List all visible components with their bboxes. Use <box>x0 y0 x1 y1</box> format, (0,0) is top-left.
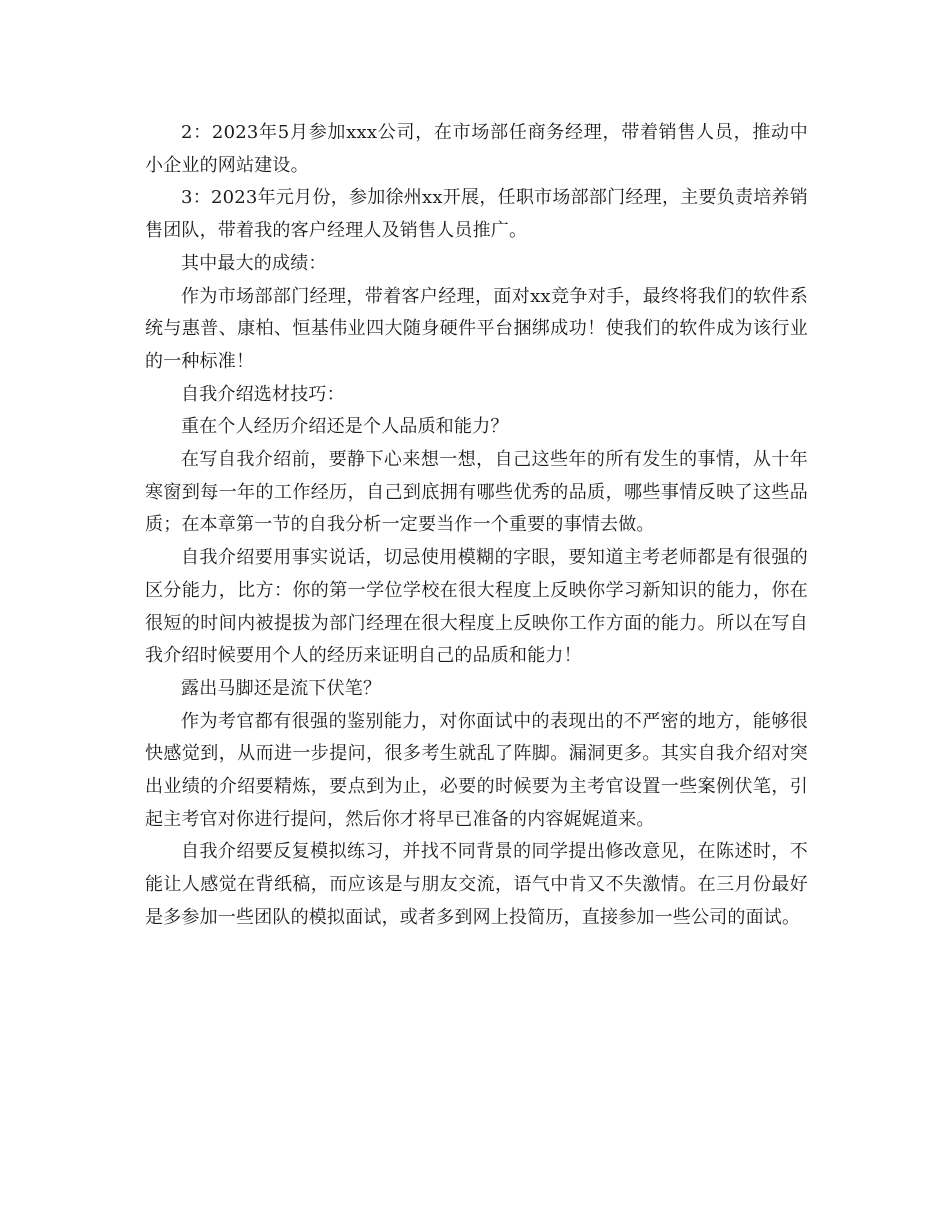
paragraph-work-history-2: 2：2023年5月参加xxx公司，在市场部任商务经理，带着销售人员，推动中小企业的网站建设。 <box>145 122 808 176</box>
paragraph-practice: 自我介绍要反复模拟练习，并找不同背景的同学提出修改意见，在陈述时，不能让人感觉在背纸稿，而应该是与朋友交流，语气中肯又不失激情。在三月份最好是多参加一些团队的模拟面试，或者多到网上投简历，直接参加一些公司的面试。 <box>145 841 808 928</box>
paragraph-tips-heading: 自我介绍选材技巧： <box>181 383 345 405</box>
paragraph-achievement: 作为市场部部门经理，带着客户经理，面对xx竞争对手，最终将我们的软件系统与惠普、康柏、恒基伟业四大随身硬件平台捆绑成功！使我们的软件成为该行业的一种标准！ <box>145 285 808 372</box>
paragraph-question-2: 露出马脚还是流下伏笔？ <box>181 677 382 699</box>
paragraph-achievement-heading: 其中最大的成绩： <box>181 252 327 274</box>
paragraph-use-facts: 自我介绍要用事实说话，切忌使用模糊的字眼，要知道主考老师都是有很强的区分能力，比方：你的第一学位学校在很大程度上反映你学习新知识的能力，你在很短的时间内被提拔为部门经理在很大程度上反映你工作方面的能力。所以在写自我介绍时候要用个人的经历来证明自己的品质和能力！ <box>145 547 808 667</box>
paragraph-examiner-ability: 作为考官都有很强的鉴别能力，对你面试中的表现出的不严密的地方，能够很快感觉到，从而进一步提问，很多考生就乱了阵脚。漏洞更多。其实自我介绍对突出业绩的介绍要精炼，要点到为止，必要的时候要为主考官设置一些案例伏笔，引起主考官对你进行提问，然后你才将早已准备的内容娓娓道来。 <box>145 710 808 830</box>
document-body <box>145 117 808 935</box>
paragraph-self-reflection: 在写自我介绍前，要静下心来想一想，自己这些年的所有发生的事情，从十年寒窗到每一年的工作经历，自己到底拥有哪些优秀的品质，哪些事情反映了这些品质；在本章第一节的自我分析一定要当作一个重要的事情去做。 <box>145 449 808 536</box>
paragraph-work-history-3: 3：2023年元月份，参加徐州xx开展，任职市场部部门经理，主要负责培养销售团队，带着我的客户经理人及销售人员推广。 <box>145 187 808 242</box>
paragraph-question-1: 重在个人经历介绍还是个人品质和能力？ <box>181 416 509 438</box>
